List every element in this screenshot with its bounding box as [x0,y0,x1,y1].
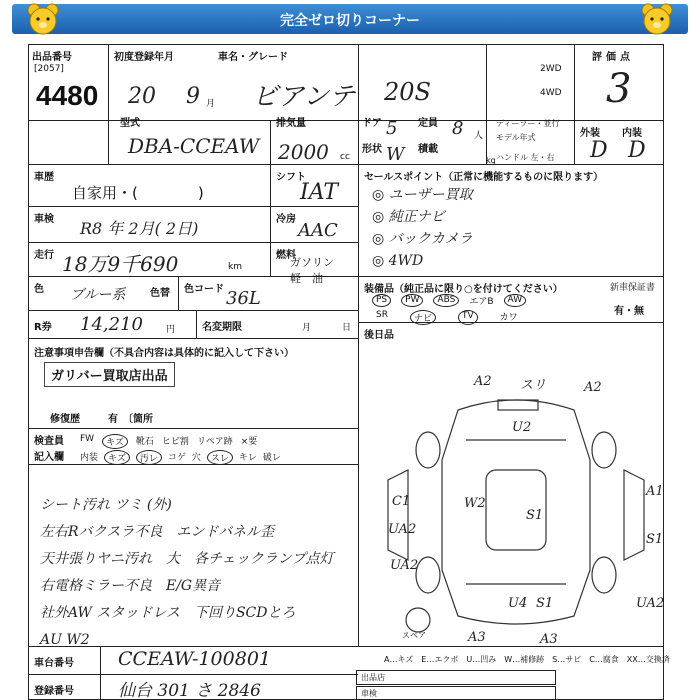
aircon-label: 冷房 [276,214,296,225]
load-label: 積載 [418,144,438,155]
damage-mark: S1 [536,596,554,611]
history-value: 自家用・( ) [72,184,204,202]
displacement-value: 2000 [278,140,329,164]
equipment-item: SR [376,310,388,320]
damage-mark: A1 [646,484,664,499]
equipment-label: 装備品（純正品に限り○を付けてください） [364,284,563,295]
notes-label: 注意事項申告欄（不具合内容は具体的に記入して下さい） [34,348,294,359]
shift-value: IAT [300,180,339,205]
diagram-legend: A…キズ E…エクボ U…凹み W…補修跡 S…サビ C…腐食 XX…交換済 [384,655,670,664]
inspector-tag: キズ [102,434,128,449]
remark-line: シート汚れ ツミ (外) [40,497,172,513]
name-change-label: 名変期限 [202,322,242,333]
inspector-tag: FW [80,434,95,444]
score-label: 評価点 [592,52,634,63]
inspection-label: 車検 [34,214,54,225]
type-value: DBA-CCEAW [128,134,260,158]
damage-mark: U2 [512,420,532,435]
equipment-item: ABS [433,294,459,307]
damage-mark: UA2 [388,522,417,537]
plate-value: 仙台 301 さ 2846 [118,681,261,700]
reg-label: 初度登録年月 [114,52,174,63]
warranty-options: 有・無 [614,306,644,317]
damage-mark: U4 [508,596,528,611]
equipment-item: TV [458,310,478,325]
inspector-tag: 靴石 [135,437,154,447]
damage-mark: A3 [540,632,558,647]
inspector-tag: キレ [238,453,257,463]
capacity-label: 定員 [418,118,438,129]
inspector-tag: コゲ [167,453,186,463]
mileage-label: 走行 [34,250,54,261]
remark-line: 天井張りヤニ汚れ 大 各チェックランプ点灯 [40,551,334,567]
damage-mark: W2 [464,496,486,511]
damage-mark: UA2 [390,558,419,573]
inspector-tag: ×要 [240,437,258,447]
inspector-tag: 穴 [191,453,201,463]
sales-points-list [372,184,473,272]
load-unit: kg [486,156,496,165]
sales-point: ◎ バックカメラ [372,231,473,247]
post-note-label: 後日品 [364,330,394,341]
chassis-value: CCEAW-100801 [118,648,271,670]
shift-label: シフト [276,172,306,183]
inspector-row2-label: 記入欄 [34,452,64,463]
inspector-tag: キズ [104,450,130,465]
equipment-row1 [372,294,526,307]
handle-label: ハンドル 左・右 [496,153,555,162]
repair-value: 有 〔箇所 [108,414,153,425]
type-label: 型式 [120,118,140,129]
damage-mark: A2 [474,374,492,389]
equipment-item: カワ [499,313,518,323]
shape-value: W [386,144,405,165]
shape-label: 形状 [362,144,382,155]
equipment-item: AW [504,294,527,307]
lot-label: 出品番号 [32,52,72,63]
bear-mascot-icon [640,2,674,36]
exterior-grade: D [590,138,608,163]
equipment-item: エアB [469,297,494,307]
inspector-tag: ヒビ割 [161,437,189,447]
damage-mark: A2 [584,380,602,395]
name-change-month: 月 [302,323,312,333]
inspector-tag: 破レ [262,453,281,463]
footer-seller: 出品店 [356,670,556,685]
doors-value: 5 [386,118,398,139]
model-label: 車名・グレード [218,52,288,63]
reg-month-unit: 月 [206,99,216,109]
color-code-label: 色コード [184,284,224,295]
aircon-value: AAC [298,220,338,241]
name-change-day: 日 [342,323,352,333]
reg-month: 9 [186,84,200,109]
remark-line: 社外AW スタッドレス 下回りSCDとろ [40,605,296,621]
footer-shaken: 車検 [356,686,556,700]
exterior-label: 外装 [580,128,600,139]
fuel-sub: 軽 油 [290,272,323,285]
capacity-unit: 人 [474,131,484,141]
spare-label: スペア [402,631,426,640]
model-year-label: モデル年式 [496,133,536,142]
damage-mark: C1 [392,494,411,509]
damage-mark: S1 [526,508,544,523]
inspector-tag: 内装 [80,453,99,463]
inspector-row1 [80,434,257,449]
warranty-label: 新車保証書 [610,283,656,293]
equipment-row2 [376,310,518,325]
interior-label: 内装 [622,128,642,139]
history-label: 車歴 [34,172,54,183]
remark-line: 右電格ミラー不良 E/G異音 [40,578,221,594]
remarks-list [40,492,334,654]
inspector-row1-label: 検査員 [34,436,64,447]
color-code: 36L [226,288,261,309]
recycle-value: 14,210 [80,314,143,335]
lot-number: 4480 [36,80,99,111]
repair-label: 修復歴 [50,414,80,425]
damage-mark: UA2 [636,596,665,611]
model-grade: 20S [384,78,431,106]
plate-label: 登録番号 [34,686,74,697]
sales-point: ◎ ユーザー買取 [372,187,473,203]
color-swap-label: 色替 [150,288,170,299]
equipment-item: ナビ [410,310,436,325]
drive-2wd: 2WD [540,64,562,74]
sales-point: ◎ 4WD [372,253,424,269]
remark-line: 左右Rバクスラ不良 エンドバネル歪 [40,524,275,540]
remark-line: AU W2 [40,632,90,648]
recycle-label: R券 [34,322,52,333]
fuel-label: 燃料 [276,250,296,261]
inspector-tag: スレ [207,450,233,465]
interior-grade: D [628,138,646,163]
mileage-value: 18万9千690 [62,252,179,276]
capacity-value: 8 [452,118,464,139]
equipment-item: PW [401,294,423,307]
inspector-row2 [80,450,281,465]
notes-stamp: ガリバー買取店出品 [44,362,175,387]
dealer-label: ディーラー・並行 [496,119,560,128]
doors-label: ドア [362,118,382,129]
score-value: 3 [606,66,632,112]
color-value: ブルー系 [70,287,126,303]
sales-points-label: セールスポイント（正常に機能するものに限ります） [364,172,604,183]
lot-sub: [2057] [34,64,64,74]
page-title: 完全ゼロ切りコーナー [280,13,420,29]
bear-mascot-icon [26,2,60,36]
drive-4wd: 4WD [540,88,562,98]
displacement-unit: cc [340,152,350,162]
inspector-tag: 汚レ [136,450,162,465]
inspection-value: R8 年 2月( 2日) [80,219,199,238]
chassis-label: 車台番号 [34,658,74,669]
color-label: 色 [34,284,44,295]
equipment-item: PS [372,294,391,307]
damage-mark: A3 [468,630,486,645]
sales-point: ◎ 純正ナビ [372,209,445,225]
fuel-value: ガソリン [290,256,334,269]
inspector-tag: リペア跡 [196,437,233,447]
model-name: ビアンテ [252,82,355,112]
recycle-unit: 円 [166,325,176,335]
header-banner [12,4,688,34]
damage-mark: スリ [520,378,547,393]
mileage-unit: km [228,262,242,272]
reg-year: 20 [128,84,156,109]
displacement-label: 排気量 [276,118,306,129]
damage-mark: S1 [646,532,664,547]
